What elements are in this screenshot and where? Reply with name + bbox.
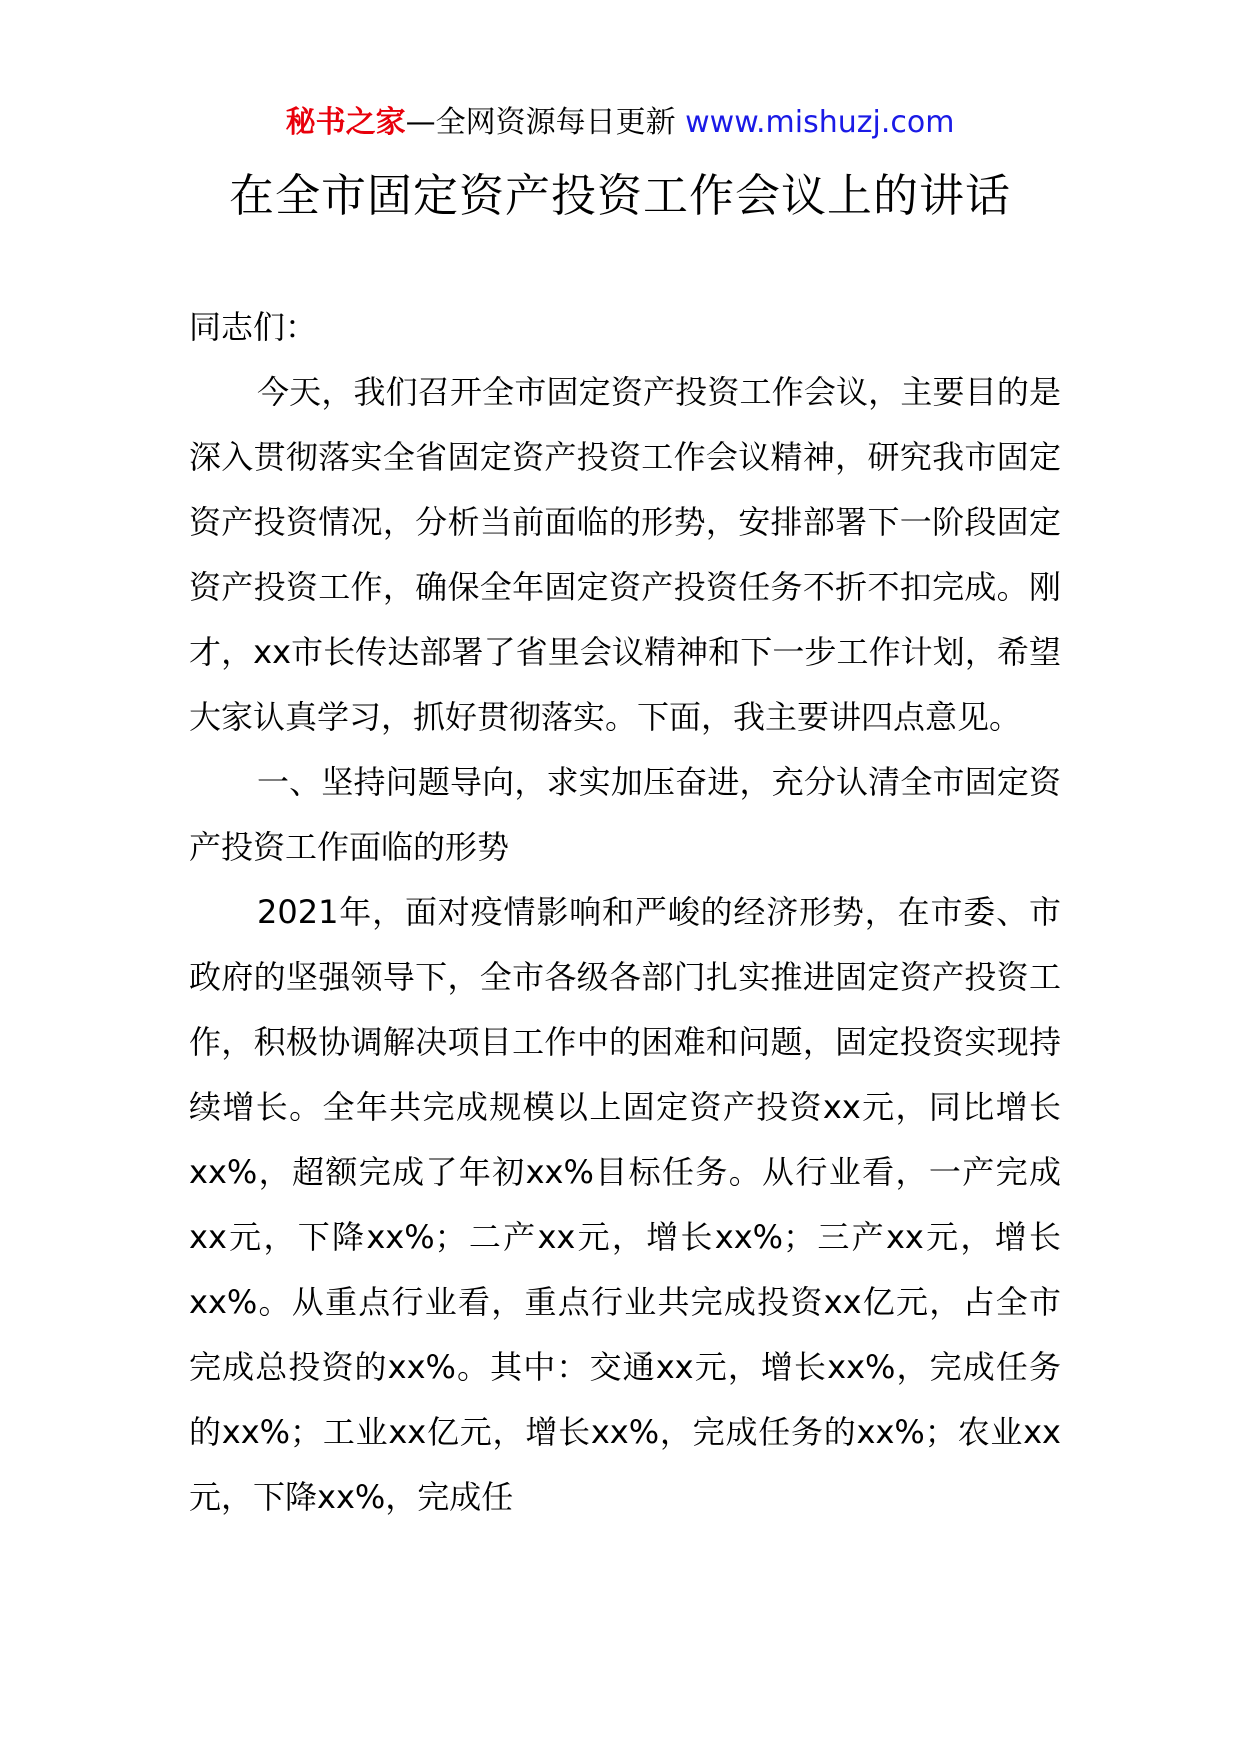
document-body	[189, 295, 1061, 1530]
site-name: 秘书之家	[285, 105, 406, 140]
section-heading-1: 一、坚持问题导向，求实加压奋进，充分认清全市固定资产投资工作面临的形势	[189, 763, 1061, 866]
document-title: 在全市固定资产投资工作会议上的讲话	[228, 169, 1011, 222]
site-header	[0, 103, 1240, 143]
paragraph-2021-review: 2021年，面对疫情影响和严峻的经济形势，在市委、市政府的坚强领导下，全市各级各部门扎实推进固定资产投资工作，积极协调解决项目工作中的困难和问题，固定投资实现持续增长。全年共完成规模以上固定资产投资xx元，同比增长xx%，超额完成了年初xx%目标任务。从行业看，一产完成xx元，下降xx%；二产xx元，增长xx%；三产xx元，增长xx%。从重点行业看，重点行业共完成投资xx亿元，占全市完成总投资的xx%。其中：交通xx元，增长xx%，完成任务的xx%；工业xx亿元，增长xx%，完成任务的xx%；农业xx元，下降xx%，完成任	[189, 893, 1061, 1516]
salutation: 同志们：	[189, 308, 318, 346]
paragraph-intro: 今天，我们召开全市固定资产投资工作会议，主要目的是深入贯彻落实全省固定资产投资工作会议精神，研究我市固定资产投资情况，分析当前面临的形势，安排部署下一阶段固定资产投资工作，确保全年固定资产投资任务不折不扣完成。刚才，xx市长传达部署了省里会议精神和下一步工作计划，希望大家认真学习，抓好贯彻落实。下面，我主要讲四点意见。	[189, 373, 1061, 736]
site-tagline: —全网资源每日更新	[405, 105, 676, 140]
site-url-link[interactable]: www.mishuzj.com	[685, 105, 955, 140]
